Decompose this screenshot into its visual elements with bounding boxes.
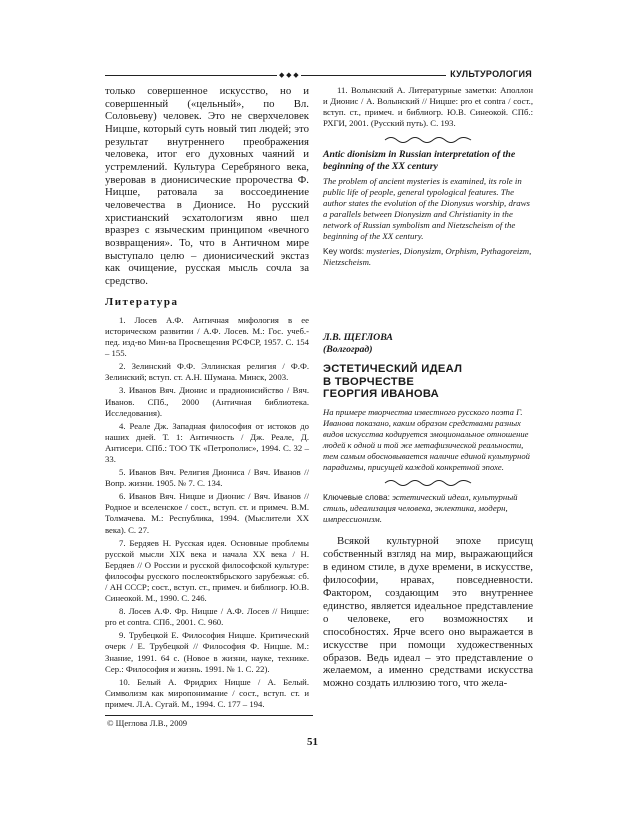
page-number: 51: [307, 736, 318, 748]
keywords-value: эстетический идеал, культурный стиль, идеализация человека, эклектика, модерн, импрессионизм.: [323, 492, 518, 525]
keywords-value: mysteries, Dionysizm, Orphism, Pythagoreizm, Nietzscheism.: [323, 246, 532, 268]
section-title: КУЛЬТУРОЛОГИЯ: [446, 69, 532, 79]
reference-item: 1. Лосев А.Ф. Античная мифология в ее историческом развитии / А.Ф. Лосев. М.: Гос. учеб.-пед. изд-во Мин-ва Просвещения РСФСР, 1957. С. 154 – 155.: [105, 314, 309, 359]
body-paragraph: Всякой культурной эпохе присущ собственный взгляд на мир, выражающийся в едином стиле, в духе времени, в искусстве, философии, нравах, повседневности. Фактором, создающим это внутреннее единство, является идеальное представление о человеке, его возможностях и способностях. Ярче всего оно выражается в искусстве при помощи художественных образов. Ведь идеал – это представление о желаемом, а именно средствами искусства можно создать иллюзию того, что жела-: [323, 535, 533, 690]
keywords-label: Ключевые слова:: [323, 492, 390, 503]
reference-item: 9. Трубецкой Е. Философия Ницше. Критический очерк / Е. Трубецкой // Философия Ф. Ницше. М.: Знание, 1991. 64 с. (Новое в жизни, науке, технике. Сер.: Философия и жизнь. 1991. № 1. С. 22).: [105, 630, 309, 674]
article-title-line: ЭСТЕТИЧЕСКИЙ ИДЕАЛ: [323, 363, 463, 376]
header-ornament: ◆ ◆ ◆: [279, 71, 299, 79]
author-city: (Волгоград): [323, 343, 373, 355]
article-title: [323, 363, 533, 400]
russian-keywords: [323, 492, 533, 525]
reference-item: 2. Зелинский Ф.Ф. Эллинская религия / Ф.Ф. Зелинский; вступ. ст. А.Н. Шумана. Минск, 2003.: [105, 361, 309, 383]
copyright-note: © Щеглова Л.В., 2009: [107, 718, 188, 728]
english-keywords: [323, 246, 533, 268]
wave-ornament-icon: [383, 478, 473, 488]
reference-item: 10. Белый А. Фридрих Ницше / А. Белый. Символизм как миропонимание / сост., вступ. ст. и примеч. Л.А. Сугай. М., 1994. С. 177 – 194.: [105, 676, 309, 709]
reference-item: 5. Иванов Вяч. Религия Диониса / Вяч. Иванов // Вопр. жизни. 1905. № 7. С. 134.: [105, 467, 309, 489]
literature-heading: Литература: [105, 295, 179, 308]
russian-abstract: На примере творчества известного русского поэта Г. Иванова показано, каким образом средствами разных видов искусства кодируется эмоциональное отношение людей к одной и той же метафизической реальности, тем самым обосновывается наличие единой культурной парадигмы, присущей каждой конкретной эпохе.: [323, 406, 530, 472]
english-title: Antic dionisizm in Russian interpretation of the beginning of the XX century: [323, 149, 516, 172]
keywords-label: Key words:: [323, 246, 365, 257]
reference-item: 6. Иванов Вяч. Ницше и Дионис / Вяч. Иванов // Родное и вселенское / сост., вступ. ст. и примеч. В.М. Толмачева. М.: Республика, 1994. (Мыслители XX века). С. 27.: [105, 491, 309, 535]
right-column: [323, 85, 533, 690]
footnote-rule: [105, 715, 313, 716]
running-header: [105, 69, 532, 83]
reference-item: 4. Реале Дж. Западная философия от истоков до наших дней. Т. 1: Античность / Дж. Реале, Д. Антисери. СПб.: ТОО ТК «Петрополис», 1994. С. 32 – 33.: [105, 420, 309, 464]
reference-item: 7. Бердяев Н. Русская идея. Основные проблемы русской мысли XIX века и начала XX века / Н. Бердяев // О России и русской философской культуре: философы русского послеоктябрьского зарубежья: сб. / АН СССР; сост., вступ. ст., примеч. и библиогр. Ю.В. Синеокой. М., 1990. С. 246.: [105, 537, 309, 604]
left-column: [105, 85, 309, 712]
wave-ornament-icon: [383, 135, 473, 145]
reference-item: 11. Волынский А. Литературные заметки: Аполлон и Дионис / А. Волынский // Ницше: pro et contra / сост., вступ. ст., примеч. и библиогр. Ю.В. Синеокой. СПб.: РХГИ, 2001. (Русский путь). С. 193.: [323, 85, 533, 129]
english-abstract: The problem of ancient mysteries is examined, its role in public life of people, general typological features. The author states the evolution of the Dionysus worship, draws a parallels between Dionysizm and Christianity in the network of Russian symbolism and Nietzscheism of the beginning of the XX century.: [323, 176, 530, 242]
article-title-line: ГЕОРГИЯ ИВАНОВА: [323, 387, 440, 400]
author-name: Л.В. ЩЕГЛОВА: [323, 332, 393, 344]
article-title-line: В ТВОРЧЕСТВЕ: [323, 375, 415, 388]
reference-item: 8. Лосев А.Ф. Фр. Ницше / А.Ф. Лосев // Ницше: pro et contra. СПб., 2001. С. 960.: [105, 606, 309, 628]
reference-item: 3. Иванов Вяч. Дионис и прадионисийство / Вяч. Иванов. СПб., 2000 (Античная библиотека. Исследования).: [105, 385, 309, 418]
intro-paragraph: только совершенное искусство, но и совершенный («цельный», по Вл. Соловьеву) человек. Это не сверхчеловек Ницше, который суть новый тип людей; это результат внутреннего преображения человека, итог его духовных чаяний и устремлений. Культура Серебряного века, уверовав в дионисические пророчества Ф. Ницше, ратовала за воссоединение человечества в Дионисе. Но русский христианский эсхатологизм явно шел вразрез с языческим принципом «вечного возвращения». То, что в Античном мире выступало целю – дионисический экстаз как очищение, русская мысль сочла за средство.: [105, 85, 309, 287]
author-block: [323, 332, 533, 355]
reference-list: [105, 315, 309, 710]
